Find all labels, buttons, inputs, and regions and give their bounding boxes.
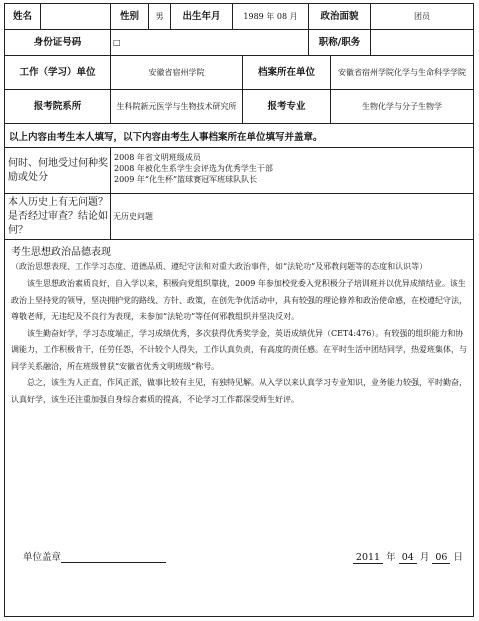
list-item: 2008 年被化生系学生会评选为优秀学生干部 [114, 164, 273, 173]
row-work [5, 56, 473, 90]
title-value[interactable] [371, 30, 473, 55]
row-awards [5, 148, 473, 194]
row-notice [5, 124, 473, 148]
work-label: 工作（学习）单位 [5, 56, 111, 89]
row-history [5, 194, 473, 240]
history-value[interactable]: 无历史问题 [113, 212, 153, 221]
unit-seal[interactable] [23, 549, 166, 563]
date-day: 06 [432, 552, 450, 564]
name-value[interactable] [41, 4, 111, 29]
archive-label: 档案所在单位 [243, 56, 331, 89]
evaluation-paragraph: 该生勤奋好学，学习态度端正，学习成绩优秀，多次获得优秀奖学金，英语成绩优异（CET4:476）。有较强的组织能力和协调能力，工作积极肯干，任劳任怨，不计较个人得失，工作认真负责，有高度的责任感。在平时生活中团结同学，热爱班集体，与同学关系融洽，所在班级曾获“安徽省优秀文明班级”称号。 [11, 328, 467, 371]
row-apply [5, 90, 473, 124]
work-value[interactable]: 安徽省宿州学院 [111, 56, 243, 89]
apply-major-value[interactable]: 生物化学与分子生物学 [362, 102, 442, 111]
date-year: 2011 [353, 552, 383, 564]
gender-value[interactable]: 男 [149, 4, 171, 29]
name-label: 姓名 [5, 4, 41, 29]
evaluation-subtitle: （政治思想表现、工作学习态度、道德品质、遵纪守法和对重大政治事件，如“法轮功”及邪教问题等的态度和认识等） [11, 262, 428, 271]
date-year-unit: 年 [386, 552, 396, 563]
notice-text: 以上内容由考生本人填写，以下内容由考生人事档案所在单位填写并盖章。 [9, 131, 323, 143]
awards-list[interactable] [111, 148, 473, 193]
date-month-unit: 月 [419, 552, 430, 563]
apply-major-label: 报考专业 [243, 90, 331, 123]
political-label: 政治面貌 [309, 4, 371, 29]
signature-area [23, 549, 463, 565]
date-month: 04 [399, 552, 417, 564]
apply-dept-value[interactable]: 生科院新元医学与生物技术研究所 [111, 90, 243, 123]
history-label: 本人历史上有无问题？是否经过审查？结论如何？ [5, 194, 111, 239]
row-basic-info [5, 4, 473, 30]
archive-value[interactable]: 安徽省宿州学院化学与生命科学学院 [338, 68, 466, 77]
list-item: 2008 年省文明班级成员 [114, 153, 201, 162]
seal-line [61, 550, 166, 563]
evaluation-paragraph: 总之，该生为人正直，作风正派，做事比较有主见，有独特见解。从入学以来认真学习专业知识，业务能力较强，平时勤奋，认真好学，该生还注重加强自身综合素质的提高，不论学习工作都深受师生好评。 [11, 378, 467, 404]
political-value[interactable]: 团员 [414, 12, 430, 21]
sign-date[interactable] [353, 549, 463, 564]
birth-label: 出生年月 [171, 4, 233, 29]
gender-label: 性别 [111, 4, 149, 29]
id-label: 身份证号码 [5, 30, 111, 55]
awards-label: 何时、何地受过何种奖励或处分 [5, 148, 111, 193]
evaluation-paragraph: 该生思想政治素质良好，自入学以来，积极向党组织靠拢，2009 年参加校党委入党积极分子培训班并以优异成绩结业。该生政治上坚持党的领导，坚决拥护党的路线、方针、政策，在创先争优活动中，具有较强的理论修养和政治使命感，在校遵纪守法，尊敬老师，无违纪及不良行为表现，未参加“法轮功”等任何邪教组织并坚决反对。 [11, 279, 467, 321]
apply-dept-label: 报考院系所 [5, 90, 111, 123]
application-form [4, 3, 474, 617]
unit-seal-label: 单位盖章 [23, 552, 62, 563]
row-id [5, 30, 473, 56]
list-item: 2009 年“化生杯”篮球赛冠军班球队队长 [114, 175, 258, 184]
date-day-unit: 日 [453, 552, 463, 563]
id-value[interactable]: □ [111, 30, 309, 55]
birth-value[interactable]: 1989 年 08 月 [233, 4, 309, 29]
evaluation-title: 考生思想政治品德表现 [11, 247, 111, 258]
title-label: 职称/职务 [309, 30, 371, 55]
